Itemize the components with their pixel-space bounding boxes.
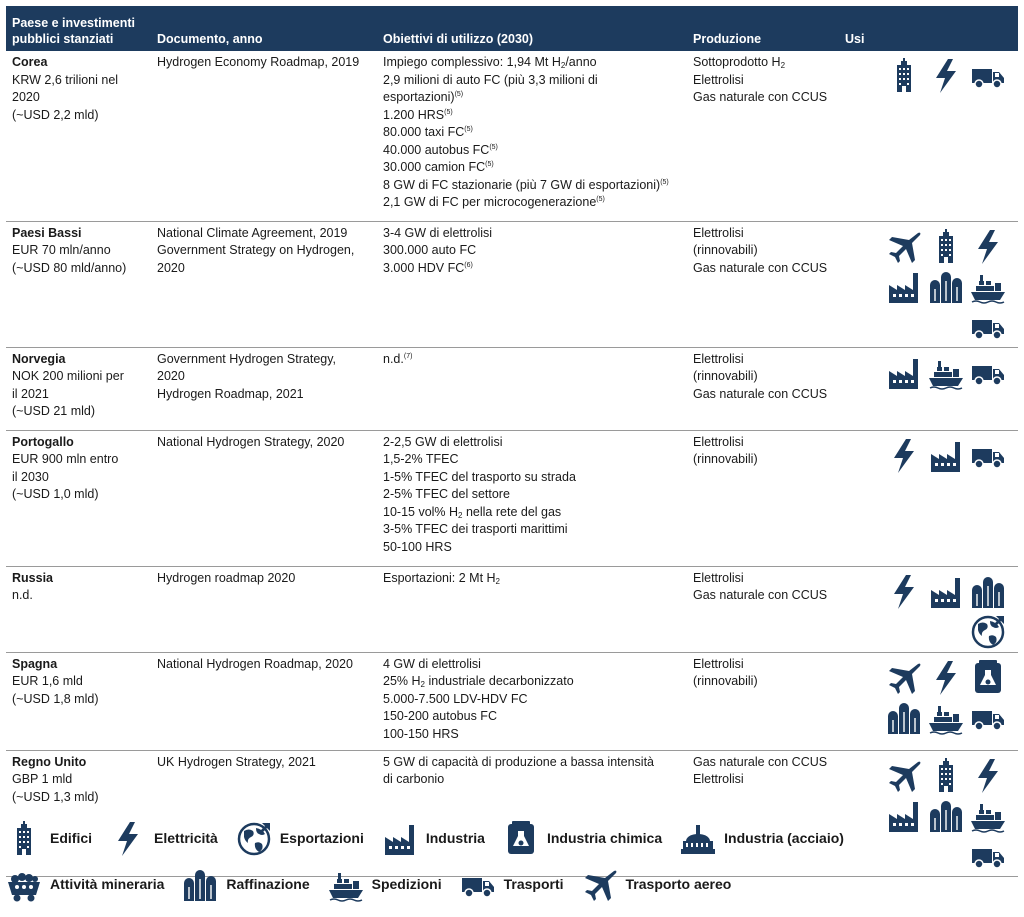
cell-line: Elettrolisi [693,570,744,585]
electricity-icon [110,821,146,857]
cell-line: 100-150 HRS [383,726,459,741]
shipping-icon [928,700,964,736]
uses-cell [839,430,1018,566]
header-targets: Obiettivi di utilizzo (2030) [377,6,687,51]
cell-line: 3-4 GW di elettrolisi [383,225,493,240]
legend-item [582,867,732,903]
document-cell [151,221,377,347]
cell-line: 8 GW di FC stazionarie (più 7 GW di esportazioni)$^{(5)}$ [383,177,669,192]
transport-icon [970,700,1006,736]
table-row [6,430,1018,566]
cell-line: Gas naturale con CCUS [693,90,828,104]
cell-line: (~USD 1,3 mld) [12,789,99,804]
legend-row [6,862,1018,908]
cell-line: 3.000 HDV FC$^{(6)}$ [383,260,473,275]
cell-line: Elettrolisi [693,434,744,449]
cell-line: n.d.$^{(7)}$ [383,351,413,366]
cell-line: Elettrolisi [693,772,744,786]
header-country: Paese e investimenti pubblici stanziati [6,6,151,51]
cell-line: EUR 1,6 mld [12,674,83,688]
legend-label: Trasporti [503,876,564,893]
cell-line: EUR 900 mln entro [12,452,119,466]
targets-cell [377,566,687,652]
cell-line: Impiego complessivo: 1,94 Mt $H_2$/anno [383,55,597,70]
legend-label: Elettricità [154,830,218,847]
transport-icon [970,309,1006,345]
electricity-icon [928,58,964,94]
cell-line: EUR 70 mln/anno [12,243,111,257]
mining-icon [6,867,42,903]
cell-line: UK Hydrogen Strategy, 2021 [157,754,316,769]
country-name: Russia [12,570,53,585]
legend-item [182,867,309,903]
cell-line: (rinnovabili) [693,452,758,466]
cell-line: 4 GW di elettrolisi [383,656,481,671]
building-icon [886,58,922,94]
electricity-icon [928,660,964,696]
legend-label: Industria [425,830,485,847]
legend-label: Spedizioni [371,876,442,893]
industry-icon [886,355,922,391]
cell-line: 2-2,5 GW di elettrolisi [383,434,503,449]
building-icon [928,758,964,794]
industry-icon [886,269,922,305]
header-production: Produzione [687,6,839,51]
cell-line: Elettrolisi [693,225,744,240]
cell-line: 2020 [12,90,40,104]
uses-icons [845,54,1012,94]
uses-cell [839,51,1018,221]
country-cell [6,430,151,566]
building-icon [928,229,964,265]
country-name: Paesi Bassi [12,225,82,240]
uses-icons [845,570,1012,650]
targets-cell [377,51,687,221]
legend-item [328,867,442,903]
cell-line: esportazioni)$^{(5)}$ [383,90,464,104]
cell-line: NOK 200 milioni per [12,369,124,383]
cell-line: 1-5% TFEC del trasporto su strada [383,469,576,484]
shipping-icon [928,355,964,391]
table-row [6,221,1018,347]
uses-icons [845,351,1012,391]
electricity-icon [886,574,922,610]
legend-label: Industria (acciaio) [724,830,844,847]
cell-line: 30.000 camion FC$^{(5)}$ [383,160,494,174]
chemical-icon [970,660,1006,696]
cell-line: 300.000 auto FC [383,243,477,257]
cell-line: GBP 1 mld [12,772,73,786]
table-row [6,566,1018,652]
cell-line: Elettrolisi [693,72,744,87]
country-cell [6,347,151,430]
country-cell [6,221,151,347]
production-cell [687,430,839,566]
cell-line: 25% $H_2$ industriale decarbonizzato [383,674,574,689]
cell-line: Gas naturale con CCUS [693,754,828,769]
refining-icon [970,574,1006,610]
country-cell [6,652,151,750]
cell-line: 3-5% TFEC dei trasporti marittimi [383,522,568,536]
cell-line: il 2021 [12,386,49,401]
document-cell [151,430,377,566]
transport-icon [970,58,1006,94]
cell-line: (~USD 1,8 mld) [12,691,99,706]
table-row [6,652,1018,750]
cell-line: Elettrolisi [693,351,744,366]
aviation-icon [886,660,922,696]
cell-line: National Hydrogen Strategy, 2020 [157,434,345,449]
refining-icon [886,700,922,736]
industry-icon [928,574,964,610]
production-cell [687,566,839,652]
cell-line: 2020 [157,369,185,383]
legend [6,816,1018,908]
aviation-icon [582,867,618,903]
uses-icons [845,656,1012,736]
cell-line: 2,9 milioni di auto FC (più 3,3 milioni di [383,72,598,87]
cell-line: (rinnovabili) [693,369,758,383]
cell-line: il 2030 [12,469,49,484]
aviation-icon [886,229,922,265]
production-cell [687,652,839,750]
cell-line: 40.000 autobus FC$^{(5)}$ [383,142,498,157]
cell-line: (~USD 1,0 mld) [12,487,99,501]
shipping-icon [970,269,1006,305]
cell-line: di carbonio [383,772,445,786]
exports-icon [970,614,1006,650]
uses-cell [839,652,1018,750]
transport-icon [970,355,1006,391]
document-cell [151,652,377,750]
cell-line: 2,1 GW di FC per microcogenerazione$^{(5)}$ [383,195,605,209]
transport-icon [460,867,496,903]
table-row [6,51,1018,221]
uses-cell [839,566,1018,652]
legend-item [503,821,662,857]
cell-line: Hydrogen roadmap 2020 [157,570,296,585]
legend-row [6,816,1018,862]
electricity-icon [970,758,1006,794]
strategy-table [6,6,1018,877]
shipping-icon [328,867,364,903]
cell-line: 2020 [157,260,185,275]
legend-label: Trasporto aereo [625,876,732,893]
cell-line: Government Hydrogen Strategy, [157,351,337,366]
cell-line: (~USD 2,2 mld) [12,107,99,122]
targets-cell [377,430,687,566]
legend-item [6,821,92,857]
targets-cell [377,652,687,750]
cell-line: (rinnovabili) [693,243,758,257]
aviation-icon [886,758,922,794]
document-cell [151,347,377,430]
legend-item [110,821,218,857]
header-document: Documento, anno [151,6,377,51]
cell-line: National Hydrogen Roadmap, 2020 [157,656,353,671]
cell-line: Sottoprodotto $H_2$ [693,55,786,70]
refining-icon [182,867,218,903]
legend-item [460,867,564,903]
cell-line: Hydrogen Economy Roadmap, 2019 [157,55,360,69]
cell-line: Elettrolisi [693,656,744,671]
cell-line: 1,5-2% TFEC [383,452,459,466]
steel-icon [680,821,716,857]
legend-item [6,867,164,903]
industry-icon [382,821,418,857]
document-cell [151,566,377,652]
cell-line: Government Strategy on Hydrogen, [157,243,355,257]
cell-line: n.d. [12,588,33,602]
cell-line: 10-15 vol% $H_2$ nella rete del gas [383,504,562,520]
cell-line: (~USD 80 mld/anno) [12,260,127,275]
country-name: Regno Unito [12,754,87,769]
cell-line: 5 GW di capacità di produzione a bassa intensità [383,754,654,769]
cell-line: 50-100 HRS [383,539,452,554]
cell-line: KRW 2,6 trilioni nel [12,72,119,87]
cell-line: Gas naturale con CCUS [693,260,828,275]
uses-cell [839,221,1018,347]
chemical-icon [503,821,539,857]
country-cell [6,51,151,221]
building-icon [6,821,42,857]
country-name: Portogallo [12,434,74,449]
targets-cell [377,347,687,430]
country-name: Corea [12,55,48,69]
header-uses: Usi [839,6,1018,51]
document-cell [151,51,377,221]
cell-line: Gas naturale con CCUS [693,386,828,401]
legend-label: Raffinazione [226,876,310,893]
cell-line: Esportazioni: 2 Mt $H_2$ [383,570,500,586]
cell-line: (rinnovabili) [693,674,758,688]
legend-label: Industria chimica [546,830,663,847]
production-cell [687,221,839,347]
country-cell [6,566,151,652]
production-cell [687,51,839,221]
uses-icons [845,225,1012,345]
legend-label: Attività mineraria [50,876,165,893]
country-name: Spagna [12,656,58,671]
cell-line: Gas naturale con CCUS [693,588,828,602]
header-row [6,6,1018,51]
cell-line: 1.200 HRS$^{(5)}$ [383,107,453,122]
exports-icon [236,821,272,857]
hydrogen-strategy-table [6,6,1018,877]
cell-line: 150-200 autobus FC [383,709,497,723]
refining-icon [928,269,964,305]
table-row [6,347,1018,430]
targets-cell [377,221,687,347]
legend-label: Edifici [50,830,93,847]
production-cell [687,347,839,430]
legend-item [382,821,485,857]
legend-item [236,821,364,857]
cell-line: 5.000-7.500 LDV-HDV FC [383,691,528,706]
cell-line: 80.000 taxi FC$^{(5)}$ [383,125,473,139]
cell-line: 2-5% TFEC del settore [383,487,510,501]
electricity-icon [970,229,1006,265]
cell-line: Hydrogen Roadmap, 2021 [157,386,304,401]
transport-icon [970,438,1006,474]
uses-icons [845,434,1012,474]
industry-icon [928,438,964,474]
legend-label: Esportazioni [279,830,364,847]
country-name: Norvegia [12,351,66,366]
electricity-icon [886,438,922,474]
cell-line: (~USD 21 mld) [12,404,96,418]
uses-cell [839,347,1018,430]
legend-item [680,821,844,857]
cell-line: National Climate Agreement, 2019 [157,225,348,240]
